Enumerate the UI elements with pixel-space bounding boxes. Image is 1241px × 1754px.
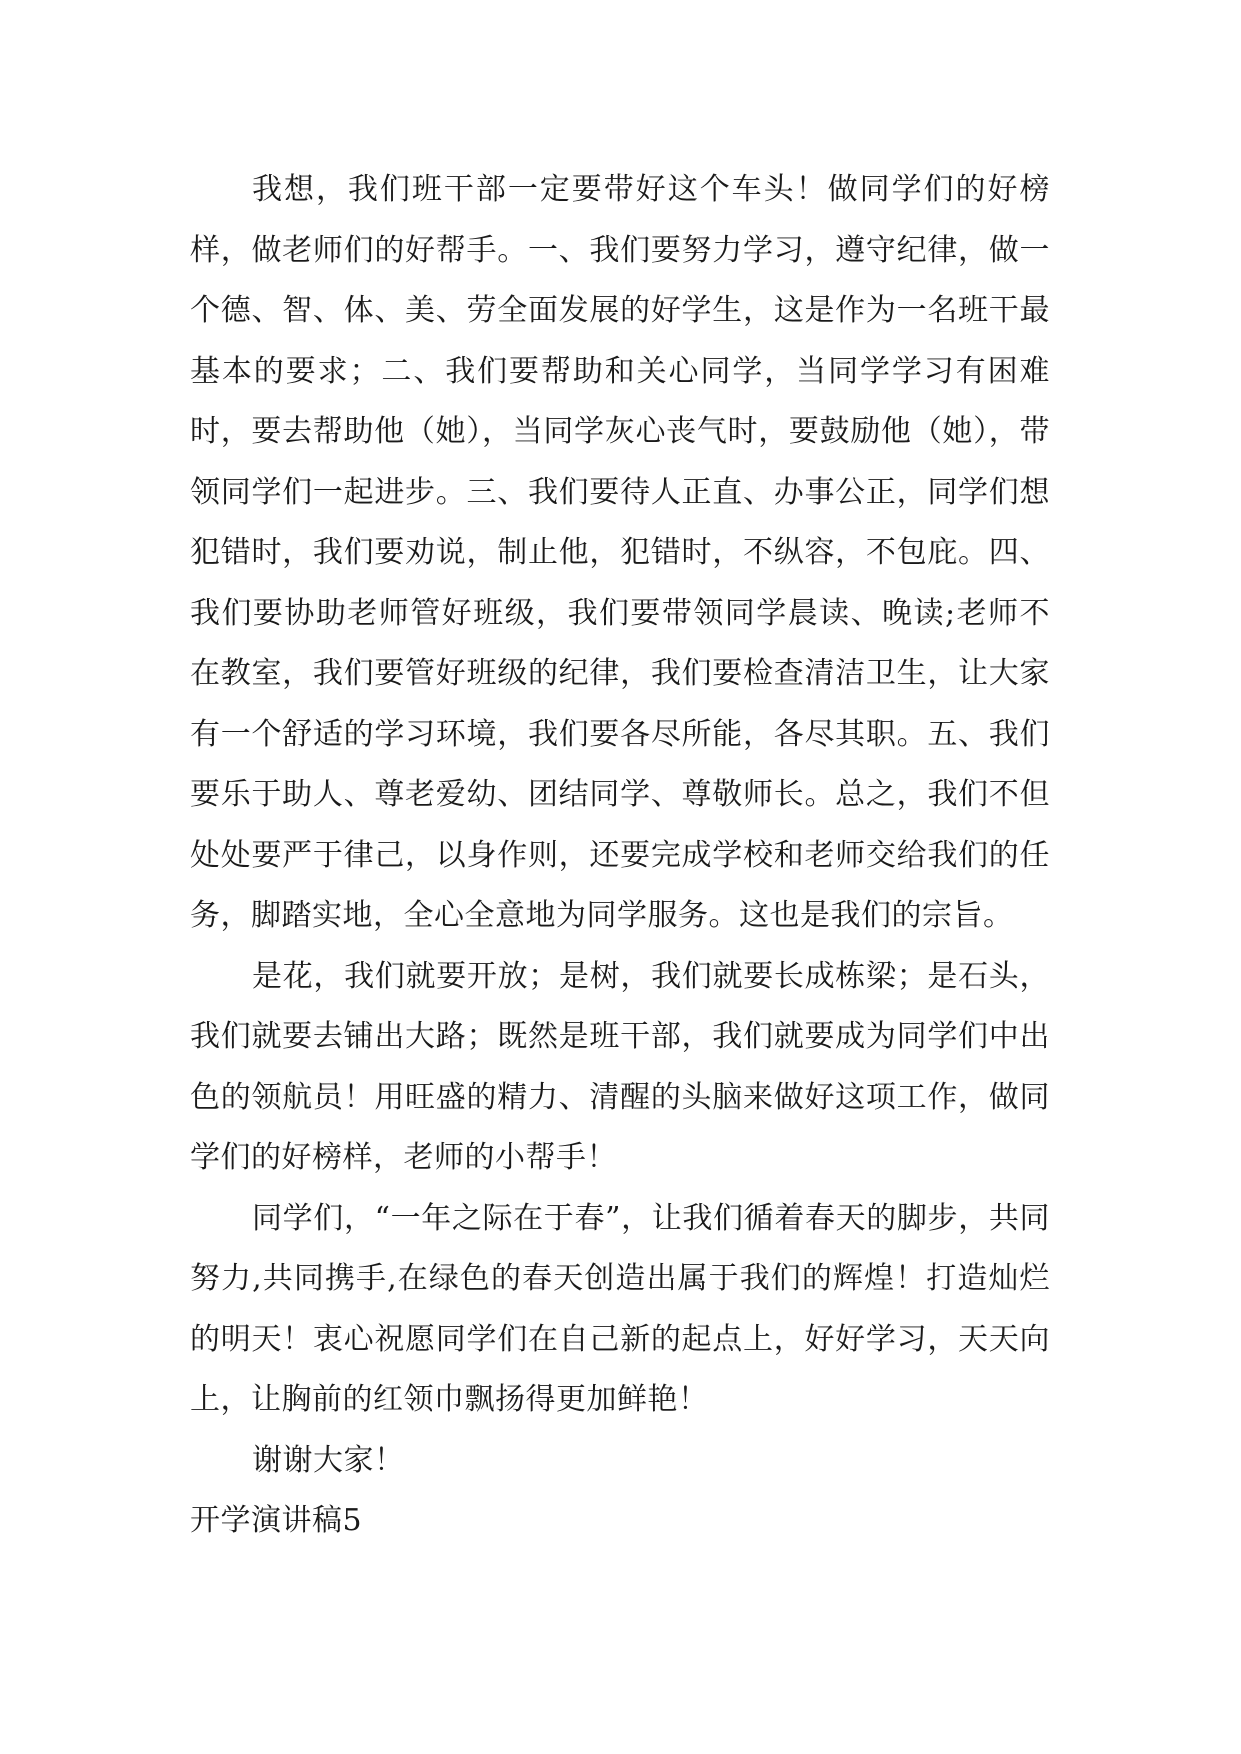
- section-heading: 开学演讲稿5: [190, 1503, 363, 1538]
- paragraph-encouragement: 同学们，“一年之际在于春”，让我们循着春天的脚步，共同努力,共同携手,在绿色的春天创造出属于我们的辉煌！打造灿烂的明天！衷心祝愿同学们在自己新的起点上，好好学习，天天向上，让胸前的红领巾飘扬得更加鲜艳！: [190, 1200, 1050, 1417]
- paragraph-thanks: 谢谢大家！: [252, 1442, 405, 1478]
- document-body: [190, 160, 1050, 1552]
- paragraph-metaphor: 是花，我们就要开放；是树，我们就要长成栋梁；是石头，我们就要去铺出大路；既然是班干部，我们就要成为同学们中出色的领航员！用旺盛的精力、清醒的头脑来做好这项工作，做同学们的好榜样，老师的小帮手！: [190, 958, 1050, 1175]
- paragraph-class-leaders-duties: 我想，我们班干部一定要带好这个车头！做同学们的好榜样，做老师们的好帮手。一、我们要努力学习，遵守纪律，做一个德、智、体、美、劳全面发展的好学生，这是作为一名班干最基本的要求；二、我们要帮助和关心同学，当同学学习有困难时，要去帮助他（她），当同学灰心丧气时，要鼓励他（她），带领同学们一起进步。三、我们要待人正直、办事公正，同学们想犯错时，我们要劝说，制止他，犯错时，不纵容，不包庇。四、我们要协助老师管好班级，我们要带领同学晨读、晚读;老师不在教室，我们要管好班级的纪律，我们要检查清洁卫生，让大家有一个舒适的学习环境，我们要各尽所能，各尽其职。五、我们要乐于助人、尊老爱幼、团结同学、尊敬师长。总之，我们不但处处要严于律己，以身作则，还要完成学校和老师交给我们的任务，脚踏实地，全心全意地为同学服务。这也是我们的宗旨。: [190, 172, 1050, 933]
